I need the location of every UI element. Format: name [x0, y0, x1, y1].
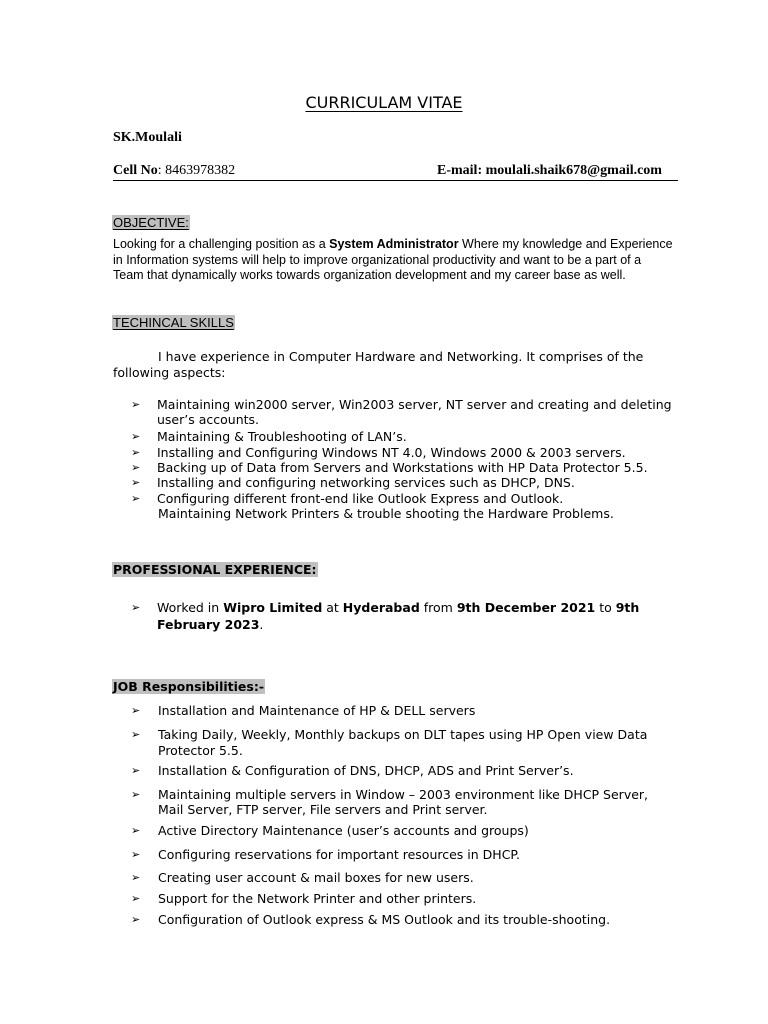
bullet-arrow-icon: ➢: [131, 824, 141, 837]
bullet-arrow-icon: ➢: [131, 764, 141, 777]
bullet-arrow-icon: ➢: [131, 704, 141, 717]
bullet-arrow-icon: ➢: [131, 476, 141, 489]
contact-divider: [113, 180, 678, 181]
bullet-arrow-icon: ➢: [131, 446, 141, 459]
bullet-arrow-icon: ➢: [131, 913, 141, 926]
bullet-arrow-icon: ➢: [131, 601, 141, 614]
skills-intro: I have experience in Computer Hardware and Networking. It comprises of the following aspects:: [113, 349, 644, 380]
technical-skills-heading: TECHINCAL SKILLS: [113, 315, 234, 330]
bullet-arrow-icon: ➢: [131, 788, 141, 801]
list-item-continuation: Mail Server, FTP server, File servers and Print server.: [158, 802, 488, 817]
bullet-arrow-icon: ➢: [131, 461, 141, 474]
bullet-arrow-icon: ➢: [131, 728, 141, 741]
candidate-name: SK.Moulali: [113, 130, 182, 145]
list-item-continuation: Maintaining Network Printers & trouble shooting the Hardware Problems.: [158, 506, 614, 521]
bullet-arrow-icon: ➢: [131, 892, 141, 905]
bullet-arrow-icon: ➢: [131, 492, 141, 505]
bullet-arrow-icon: ➢: [131, 398, 141, 411]
email-address: E-mail: moulali.shaik678@gmail.com: [437, 163, 662, 178]
cell-number: Cell No: 8463978382: [113, 163, 236, 178]
list-item-continuation: user’s accounts.: [157, 412, 260, 427]
experience-heading: PROFESSIONAL EXPERIENCE:: [113, 562, 317, 577]
list-item-continuation: Protector 5.5.: [158, 743, 243, 758]
document-title: CURRICULAM VITAE: [305, 93, 463, 112]
job-responsibilities-heading: JOB Responsibilities:-: [113, 679, 265, 694]
experience-item-continuation: February 2023.: [157, 617, 264, 632]
bullet-arrow-icon: ➢: [131, 871, 141, 884]
resume-page: CURRICULAM VITAE SK.Moulali Cell No: 8463978382 E-mail: moulali.shaik678@gmail.com OBJECTIVE: Looking for a challenging position as a System Administrator Where my knowledge and Experience in Information systems will help to improve organizational productivity and want to be a part of a Team that dynamically works towards organization development and my career base as well. TECHINCAL SKILLS I have experience in Computer Hardware and Networking. It comprises of the following aspects: ➢ Maintaining win2000 server, Win2003 server, NT server and creating and deleting user’s accounts. ➢ Maintaining & Troubleshooting of LAN’s. ➢ Installing and Configuring Windows NT 4.0, Windows 2000 & 2003 servers. ➢ Backing up of Data from Servers and Workstations with HP Data Protector 5.5. ➢ Installing and configuring networking services such as DHCP, DNS. ➢ Configuring different front-end like Outlook Express and Outlook. Maintaining Network Printers & trouble shooting the Hardware Problems. PROFESSIONAL EXPERIENCE: ➢ Worked in Wipro Limited at Hyderabad from 9th December 2021 to 9th February 2023. JOB Responsibilities:- ➢ Installation and Maintenance of HP & DELL servers ➢ Taking Daily, Weekly, Monthly backups on DLT tapes using HP Open view Data Protector 5.5. ➢ Installation & Configuration of DNS, DHCP, ADS and Print Server’s. ➢ Maintaining multiple servers in Window – 2003 environment like DHCP Server, Mail Server, FTP server, File servers and Print server. ➢ Active Directory Maintenance (user’s accounts and groups) ➢ Configuring reservations for important resources in DHCP. ➢ Creating user account & mail boxes for new users. ➢ Support for the Network Printer and other printers. ➢ Configuration of Outlook express & MS Outlook and its trouble-shooting.: [0, 0, 768, 1024]
bullet-arrow-icon: ➢: [131, 430, 141, 443]
objective-heading: OBJECTIVE:: [113, 215, 189, 230]
bullet-arrow-icon: ➢: [131, 848, 141, 861]
objective-text: Looking for a challenging position as a System Administrator Where my knowledge and Experience in Information systems will help to improve organizational productivity and want to be a part of a Team that dynamically works towards organization development and my career base as well.: [113, 237, 673, 282]
